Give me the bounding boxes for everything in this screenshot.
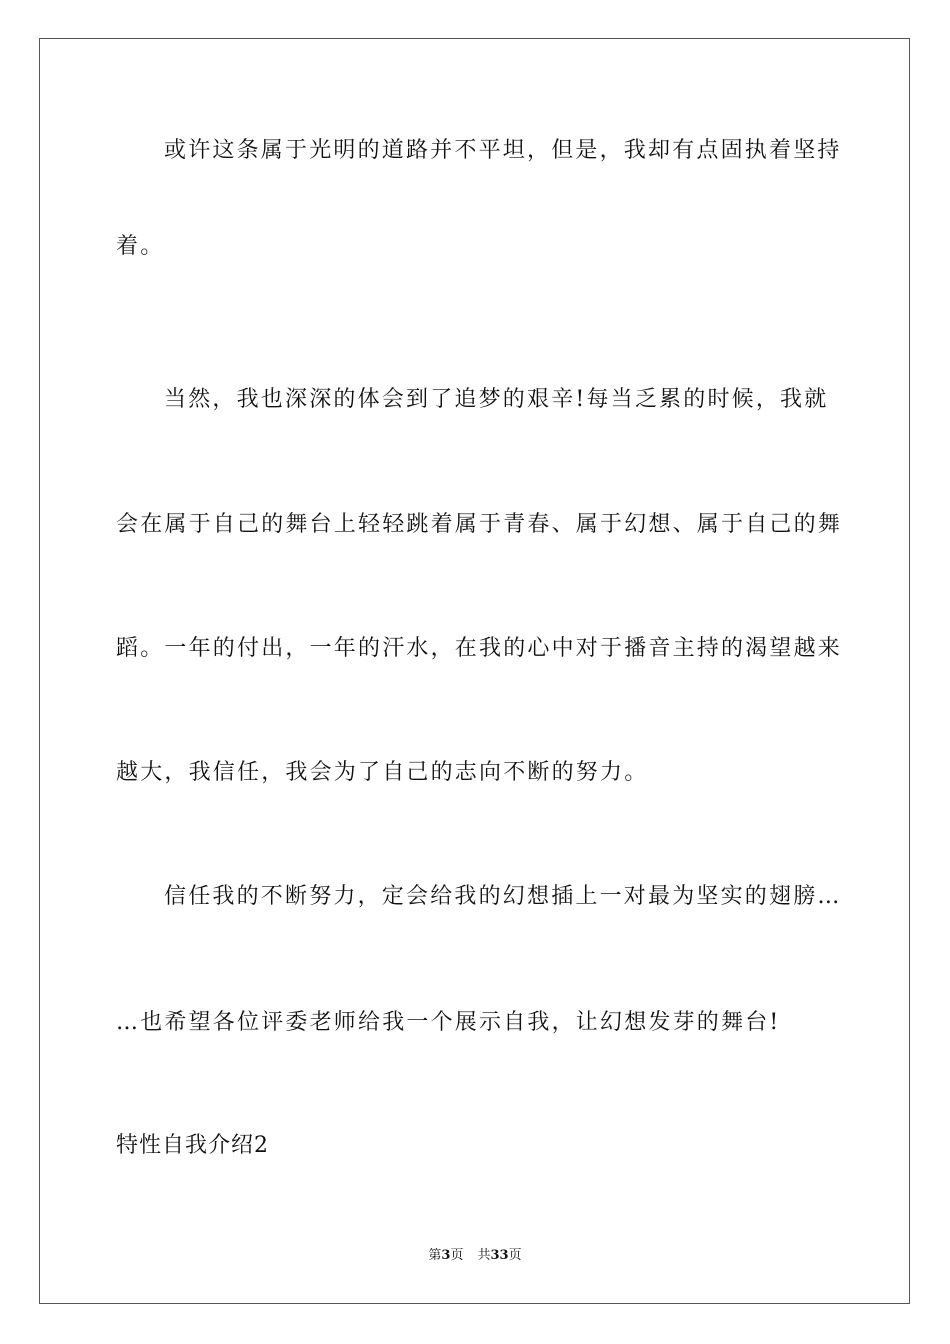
footer-page-prefix: 第 <box>428 1248 442 1263</box>
paragraph-2-line-1: 当然，我也深深的体会到了追梦的艰辛!每当乏累的时候，我就 <box>164 387 829 412</box>
paragraph-2-line-2: 会在属于自己的舞台上轻轻跳着属于青春、属于幻想、属于自己的舞 <box>116 512 843 537</box>
footer-total-prefix: 共 <box>477 1248 491 1263</box>
page-footer <box>0 1247 950 1265</box>
paragraph-1-line-1: 或许这条属于光明的道路并不平坦，但是，我却有点固执着坚持 <box>164 138 842 163</box>
footer-total-pages: 33 <box>490 1248 509 1263</box>
paragraph-1-line-2: 着。 <box>116 234 165 259</box>
footer-total-suffix: 页 <box>508 1248 522 1263</box>
paragraph-2-line-3: 蹈。一年的付出，一年的汗水，在我的心中对于播音主持的渴望越来 <box>116 636 843 661</box>
paragraph-2-line-4: 越大，我信任，我会为了自己的志向不断的努力。 <box>116 760 649 785</box>
paragraph-3-line-2: …也希望各位评委老师给我一个展示自我，让幻想发芽的舞台! <box>116 1010 781 1035</box>
page-border <box>39 38 910 1304</box>
footer-page-suffix: 页 <box>450 1248 464 1263</box>
paragraph-3-line-1: 信任我的不断努力，定会给我的幻想插上一对最为坚实的翅膀… <box>164 884 842 909</box>
section-heading: 特性自我介绍2 <box>116 1133 269 1158</box>
footer-current-page: 3 <box>441 1248 451 1263</box>
